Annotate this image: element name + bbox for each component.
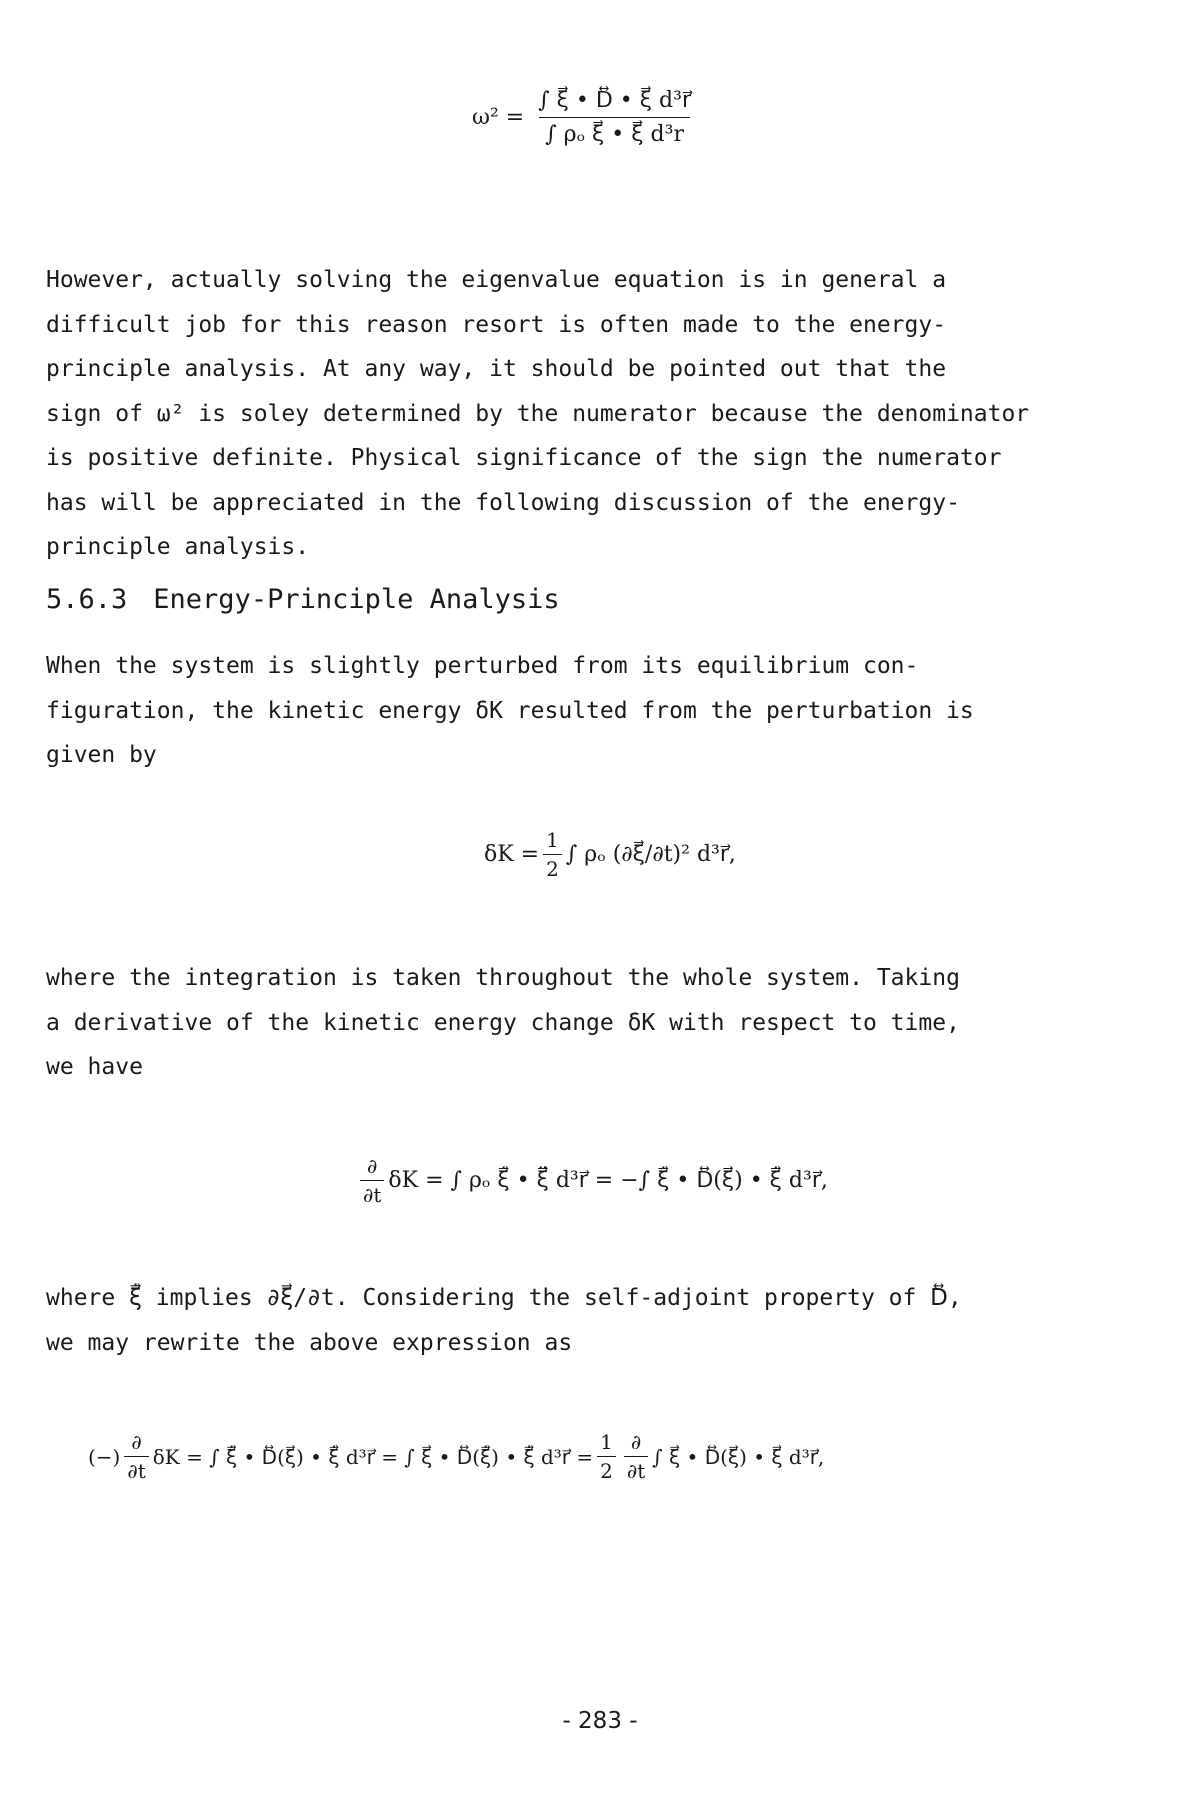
paragraph-kinetic-energy bbox=[46, 644, 1076, 778]
equation-lhs: δK = bbox=[484, 842, 540, 867]
fraction-denominator: ∫ ρₒ ξ⃗ • ξ⃗ d³r bbox=[539, 117, 690, 147]
fraction-numerator: 1 bbox=[546, 828, 559, 852]
text-line: When the system is slightly perturbed from its equilibrium con- bbox=[46, 653, 919, 679]
half-fraction bbox=[597, 1430, 616, 1483]
page-number: - 283 - bbox=[562, 1708, 638, 1734]
text-line: where ξ̇⃗ implies ∂ξ⃗/∂t. Considering the self-adjoint property of D⃡, bbox=[46, 1285, 962, 1311]
text-line: we have bbox=[46, 1054, 143, 1080]
text-line: figuration, the kinetic energy δK resulted from the perturbation is bbox=[46, 697, 974, 724]
paragraph-self-adjoint bbox=[46, 1276, 1076, 1365]
half-fraction bbox=[543, 828, 562, 881]
partial-operator bbox=[124, 1430, 148, 1483]
fraction-denominator: ∂t bbox=[360, 1180, 384, 1207]
fraction-numerator: ∂ bbox=[630, 1430, 642, 1454]
equation-body: δK = ∫ ρₒ ξ̇⃗ • ξ̈⃗ d³r⃗ = −∫ ξ̇⃗ • D⃡(ξ⃗) • ξ̇⃗ d³r⃗, bbox=[388, 1168, 828, 1193]
paragraph-derivative bbox=[46, 956, 1076, 1090]
section-number: 5.6.3 bbox=[46, 584, 128, 615]
equation-integrand: ∫ ρₒ (∂ξ⃗/∂t)² d³r⃗, bbox=[565, 842, 736, 867]
equation-delta-k bbox=[484, 828, 736, 881]
text-line: has will be appreciated in the following discussion of the energy- bbox=[46, 489, 960, 516]
fraction-numerator: ∂ bbox=[367, 1154, 378, 1178]
text-line: sign of ω² is soley determined by the numerator because the denominator bbox=[46, 400, 1030, 427]
text-line: difficult job for this reason resort is often made to the energy- bbox=[46, 311, 947, 338]
equation-omega-squared bbox=[472, 88, 705, 147]
partial-operator bbox=[624, 1430, 648, 1483]
equation-fraction bbox=[532, 88, 697, 147]
equation-prefix: (−) bbox=[88, 1444, 121, 1469]
text-line: where the integration is taken throughout the whole system. Taking bbox=[46, 965, 960, 991]
fraction-numerator: ∫ ξ⃗ • D⃡ • ξ⃗ d³r⃗ bbox=[538, 88, 691, 113]
equation-lhs: ω² = bbox=[472, 105, 525, 130]
text-line: a derivative of the kinetic energy change δK with respect to time, bbox=[46, 1009, 960, 1036]
text-line: principle analysis. At any way, it should be pointed out that the bbox=[46, 356, 947, 382]
section-heading bbox=[46, 584, 560, 615]
equation-dk-dt bbox=[356, 1154, 828, 1207]
equation-part1: δK = ∫ ξ̇⃗ • D⃡(ξ⃗) • ξ̇⃗ d³r⃗ = ∫ ξ⃗ • D⃡(ξ̇⃗) • ξ̇⃗ d³r⃗ = bbox=[152, 1444, 594, 1469]
fraction-denominator: 2 bbox=[543, 854, 562, 881]
text-line: we may rewrite the above expression as bbox=[46, 1329, 573, 1356]
fraction-denominator: ∂t bbox=[124, 1456, 148, 1483]
section-title: Energy-Principle Analysis bbox=[153, 584, 560, 615]
partial-operator bbox=[360, 1154, 384, 1207]
fraction-denominator: ∂t bbox=[624, 1456, 648, 1483]
text-line: is positive definite. Physical significance of the sign the numerator bbox=[46, 445, 1002, 471]
equation-part2: ∫ ξ⃗ • D⃡(ξ⃗) • ξ⃗ d³r⃗, bbox=[652, 1444, 825, 1469]
text-line: given by bbox=[46, 742, 157, 768]
equation-neg-dk-dt bbox=[88, 1430, 824, 1483]
text-line: However, actually solving the eigenvalue equation is in general a bbox=[46, 267, 947, 293]
fraction-numerator: ∂ bbox=[131, 1430, 142, 1454]
paragraph-eigenvalue bbox=[46, 258, 1076, 570]
text-line: principle analysis. bbox=[46, 534, 310, 560]
fraction-numerator: 1 bbox=[600, 1430, 613, 1454]
fraction-denominator: 2 bbox=[597, 1456, 616, 1483]
